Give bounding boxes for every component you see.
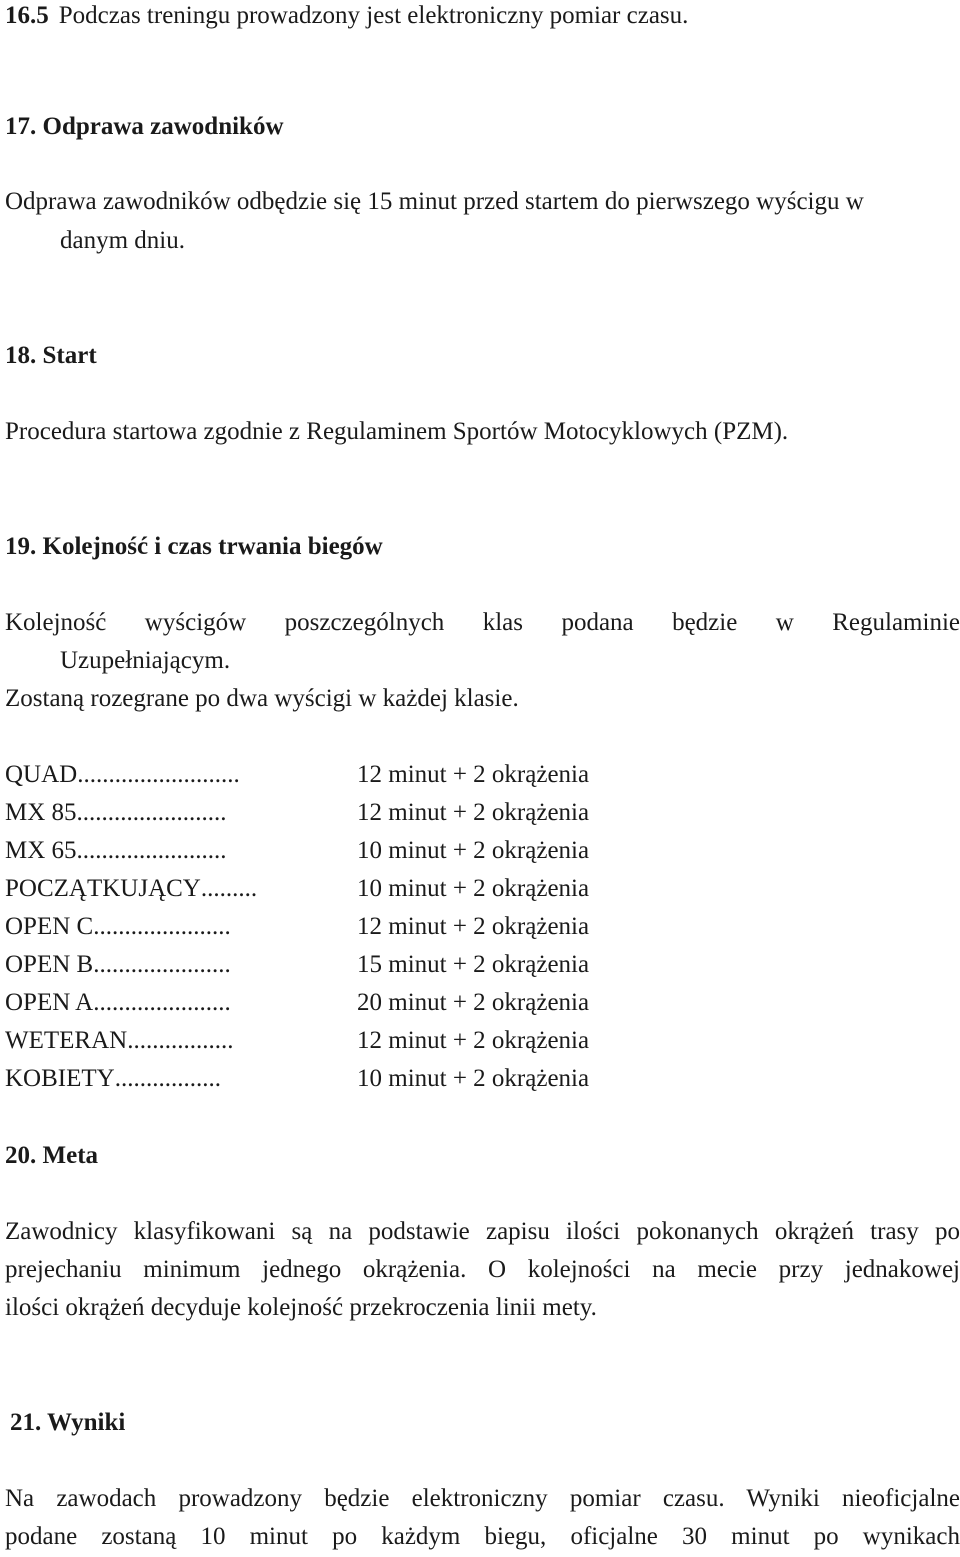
leader-dots: ................. xyxy=(127,1027,234,1054)
class-row-quad xyxy=(5,759,590,791)
leader-dots: ......... xyxy=(200,875,258,902)
leader-dots: ........................ xyxy=(76,837,227,864)
section-20-paragraph-line-3: ilości okrążeń decyduje kolejność przekroczenia linii mety. xyxy=(5,1294,597,1321)
class-row-mx85 xyxy=(5,797,590,829)
class-row-weteran xyxy=(5,1025,590,1057)
section-18-heading: 18. Start xyxy=(5,342,97,369)
section-19-heading: 19. Kolejność i czas trwania biegów xyxy=(5,533,383,560)
class-name: MX 85 xyxy=(5,799,77,826)
class-row-kobiety xyxy=(5,1063,590,1095)
class-duration: 10 minut + 2 okrążenia xyxy=(357,837,590,864)
class-row-open-a xyxy=(5,987,590,1019)
section-19-paragraph-line-1: Kolejność wyścigów poszczególnych klas podana będzie w Regulaminie xyxy=(5,609,960,636)
section-19-paragraph-line-2: Uzupełniającym. xyxy=(60,647,231,674)
section-17-heading: 17. Odprawa zawodników xyxy=(5,113,284,140)
section-19-paragraph-line-3: Zostaną rozegrane po dwa wyścigi w każdej klasie. xyxy=(5,685,519,712)
class-row-poczatkujacy xyxy=(5,873,590,905)
class-name: WETERAN xyxy=(5,1027,128,1054)
class-duration: 12 minut + 2 okrążenia xyxy=(357,1027,590,1054)
class-duration: 15 minut + 2 okrążenia xyxy=(357,951,590,978)
class-name: OPEN C xyxy=(5,913,94,940)
section-20-paragraph-line-1: Zawodnicy klasyfikowani są na podstawie zapisu ilości pokonanych okrążeń trasy po xyxy=(5,1218,960,1245)
class-name: POCZĄTKUJĄCY xyxy=(5,875,201,902)
class-duration: 10 minut + 2 okrążenia xyxy=(357,1065,590,1092)
class-duration: 12 minut + 2 okrążenia xyxy=(357,761,590,788)
leader-dots: ...................... xyxy=(93,989,231,1016)
leader-dots: ...................... xyxy=(93,951,231,978)
class-duration: 10 minut + 2 okrążenia xyxy=(357,875,590,902)
section-16-5-line xyxy=(5,0,688,32)
class-name: OPEN B xyxy=(5,951,94,978)
class-duration: 20 minut + 2 okrążenia xyxy=(357,989,590,1016)
section-16-5-number: 16.5 xyxy=(5,2,49,29)
leader-dots: ........................ xyxy=(76,799,227,826)
section-21-paragraph-line-1: Na zawodach prowadzony będzie elektroniczny pomiar czasu. Wyniki nieoficjalne xyxy=(5,1485,960,1512)
section-16-5-text: Podczas treningu prowadzony jest elektroniczny pomiar czasu. xyxy=(58,2,689,29)
class-row-open-b xyxy=(5,949,590,981)
section-20-paragraph-line-2: prejechaniu minimum jednego okrążenia. O kolejności na mecie przy jednakowej xyxy=(5,1256,960,1283)
section-18-paragraph-line-1: Procedura startowa zgodnie z Regulaminem Sportów Motocyklowych (PZM). xyxy=(5,418,789,445)
class-duration: 12 minut + 2 okrążenia xyxy=(357,913,590,940)
leader-dots: ...................... xyxy=(93,913,231,940)
class-name: OPEN A xyxy=(5,989,94,1016)
section-21-heading: 21. Wyniki xyxy=(10,1409,126,1436)
class-name: QUAD xyxy=(5,761,78,788)
section-20-heading: 20. Meta xyxy=(5,1142,99,1169)
leader-dots: ................. xyxy=(114,1065,221,1092)
class-name: MX 65 xyxy=(5,837,77,864)
class-duration: 12 minut + 2 okrążenia xyxy=(357,799,590,826)
class-row-open-c xyxy=(5,911,590,943)
section-17-paragraph-line-1: Odprawa zawodników odbędzie się 15 minut przed startem do pierwszego wyścigu w xyxy=(5,188,864,215)
section-21-paragraph-line-2: podane zostaną 10 minut po każdym biegu, oficjalne 30 minut po wynikach xyxy=(5,1523,960,1550)
section-17-paragraph-line-2: danym dniu. xyxy=(60,227,185,254)
class-row-mx65 xyxy=(5,835,590,867)
leader-dots: .......................... xyxy=(77,761,240,788)
class-name: KOBIETY xyxy=(5,1065,115,1092)
